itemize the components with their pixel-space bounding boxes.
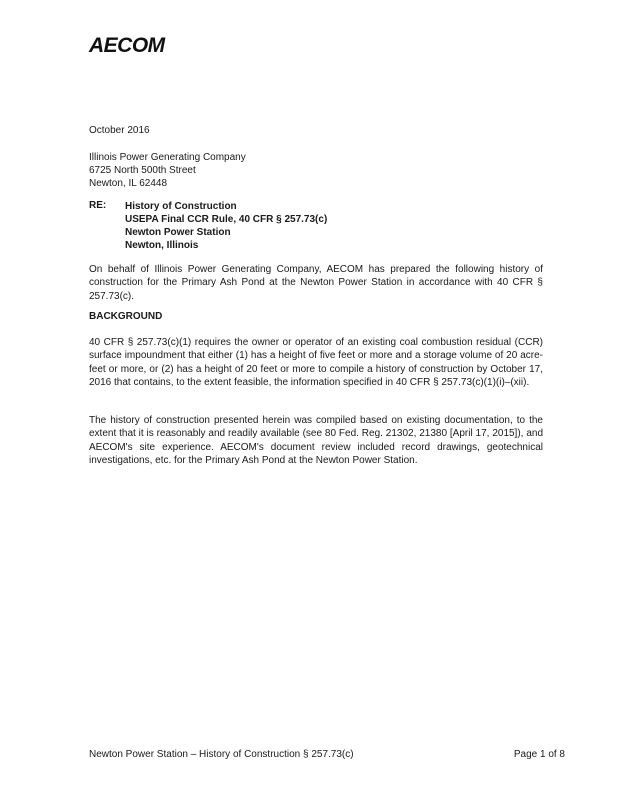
re-subject-block xyxy=(125,200,327,252)
aecom-logo: AECOM xyxy=(89,34,165,57)
re-line: Newton, Illinois xyxy=(125,240,199,251)
address-line-1: Illinois Power Generating Company xyxy=(89,152,246,163)
re-line: USEPA Final CCR Rule, 40 CFR § 257.73(c) xyxy=(125,214,328,225)
intro-paragraph: On behalf of Illinois Power Generating Company, AECOM has prepared the following history of construction for the Primary Ash Pond at the Newton Power Station in accordance with 40 CFR § 257.73(c). xyxy=(89,264,543,302)
letter-date: October 2016 xyxy=(89,125,150,136)
background-heading: BACKGROUND xyxy=(89,311,163,322)
background-paragraph-1: 40 CFR § 257.73(c)(1) requires the owner or operator of an existing coal combustion residual (CCR) surface impoundment that either (1) has a height of five feet or more and a storage volume of 20 acre-feet or more, or (2) has a height of 20 feet or more to compile a history of construction by October 17, 2016 that contains, to the extent feasible, the information specified in 40 CFR § 257.73(c)(1)(i)–(xii). xyxy=(89,337,543,388)
background-paragraph-2: The history of construction presented herein was compiled based on existing documentation, to the extent that it is reasonably and readily available (see 80 Fed. Reg. 21302, 21380 [April 17, 2015]), and AECOM's site experience. AECOM's document review included record drawings, geotechnical investigations, etc. for the Primary Ash Pond at the Newton Power Station. xyxy=(89,415,543,466)
footer-title: Newton Power Station – History of Construction § 257.73(c) xyxy=(89,749,354,760)
re-line: Newton Power Station xyxy=(125,227,231,238)
page-number: Page 1 of 8 xyxy=(513,749,565,760)
re-line: History of Construction xyxy=(125,201,237,212)
address-line-3: Newton, IL 62448 xyxy=(89,178,168,189)
address-line-2: 6725 North 500th Street xyxy=(89,165,196,176)
re-label: RE: xyxy=(89,200,107,211)
